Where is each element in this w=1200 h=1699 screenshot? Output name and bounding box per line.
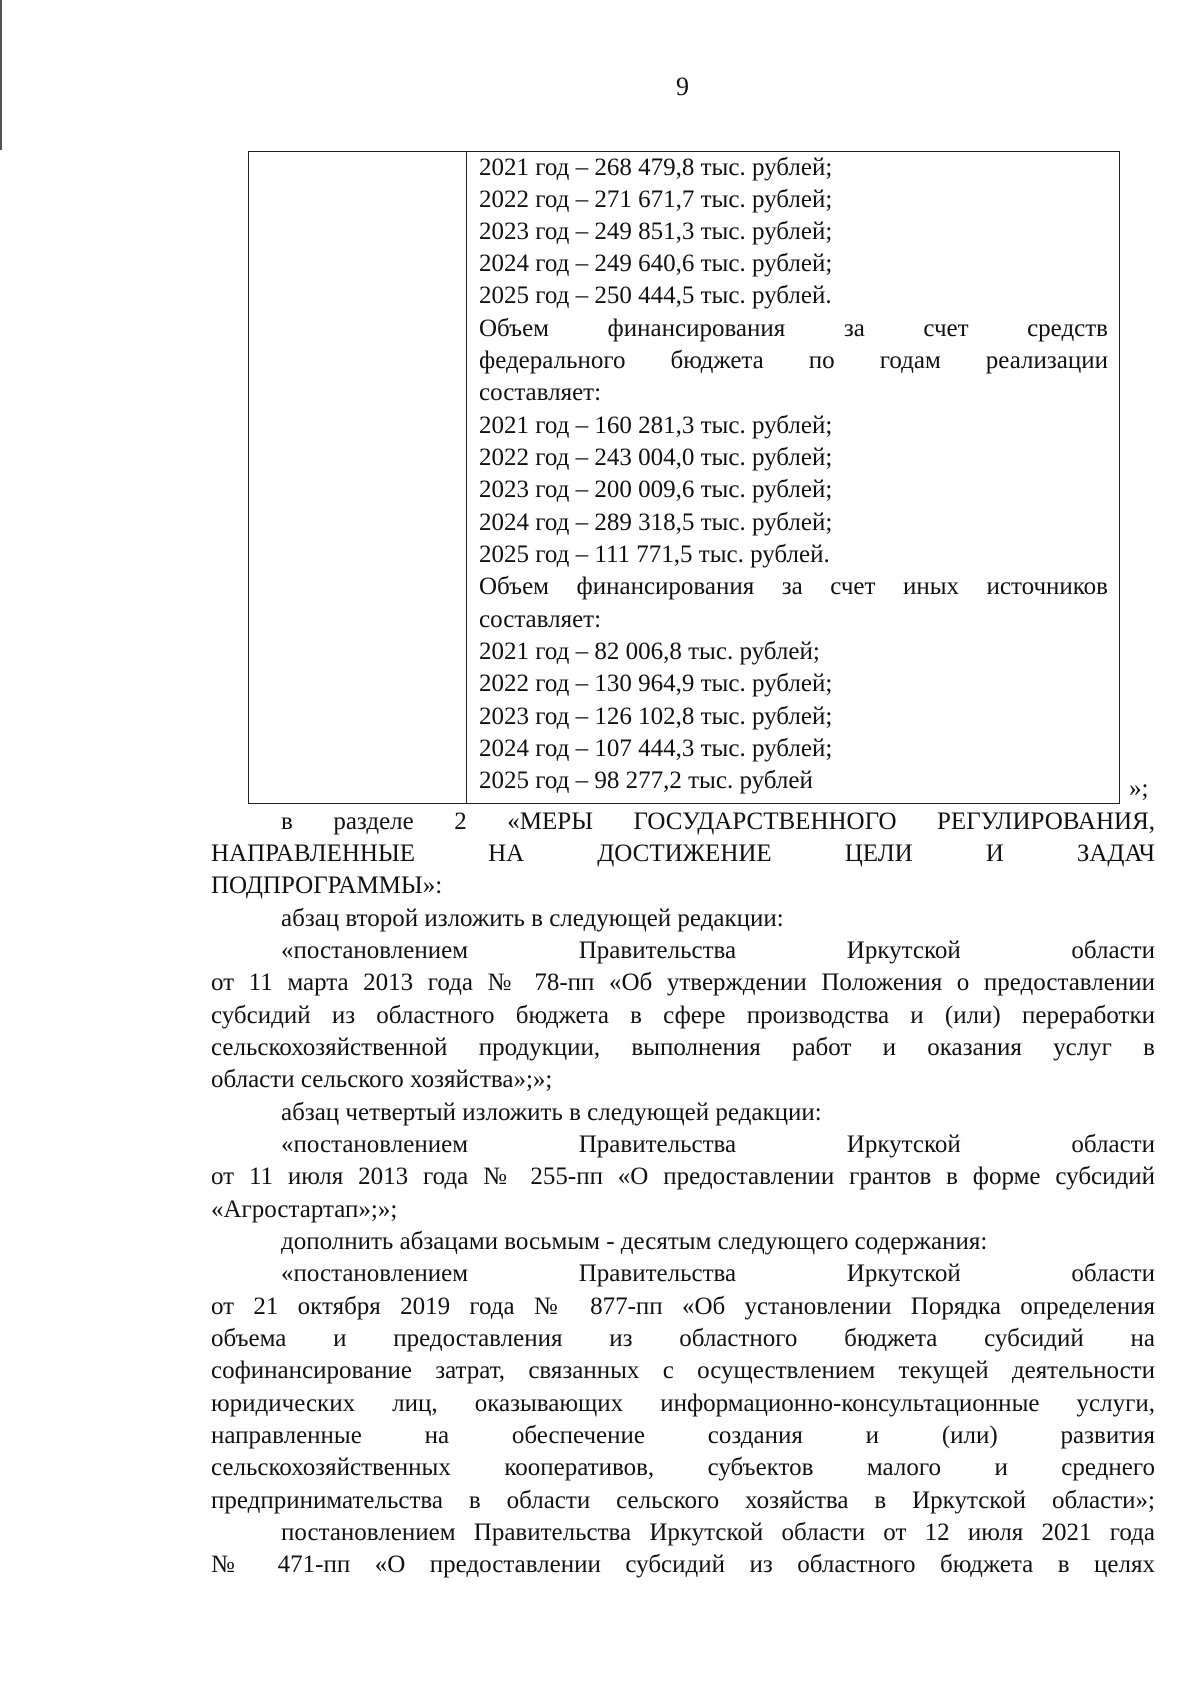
body-line: абзац второй изложить в следующей редакции: [281, 905, 784, 932]
page-number: 9 [676, 72, 689, 101]
table-line: федерального бюджета по годам реализации [479, 347, 1108, 374]
table-line: 2021 год – 160 281,3 тыс. рублей; [479, 412, 833, 439]
body-line: сельскохозяйственной продукции, выполнения работ и оказания услуг в [211, 1034, 1155, 1061]
body-line: предпринимательства в области сельского хозяйства в Иркутской области»; [211, 1487, 1155, 1514]
table-line: 2024 год – 249 640,6 тыс. рублей; [479, 250, 833, 277]
body-line: софинансирование затрат, связанных с осуществлением текущей деятельности [211, 1357, 1155, 1384]
table-line: Объем финансирования за счет средств [479, 315, 1108, 342]
table-closing-quote: »; [1129, 775, 1149, 802]
body-line: абзац четвертый изложить в следующей редакции: [281, 1099, 822, 1126]
table-right-cell [467, 152, 1119, 803]
table-line: 2025 год – 98 277,2 тыс. рублей [479, 767, 813, 794]
body-line: от 11 марта 2013 года № 78-пп «Об утверждении Положения о предоставлении [211, 969, 1155, 996]
funding-table [248, 151, 1120, 804]
table-line: 2023 год – 126 102,8 тыс. рублей; [479, 703, 833, 730]
body-line: НАПРАВЛЕННЫЕ НА ДОСТИЖЕНИЕ ЦЕЛИ И ЗАДАЧ [211, 840, 1155, 867]
table-line: 2024 год – 289 318,5 тыс. рублей; [479, 509, 833, 536]
body-line: от 21 октября 2019 года № 877-пп «Об установлении Порядка определения [211, 1293, 1155, 1320]
body-line: объема и предоставления из областного бюджета субсидий на [211, 1325, 1155, 1352]
body-line: дополнить абзацами восьмым - десятым следующего содержания: [281, 1228, 988, 1255]
table-line: 2023 год – 249 851,3 тыс. рублей; [479, 218, 833, 245]
table-line: Объем финансирования за счет иных источников [479, 573, 1108, 600]
body-line: сельскохозяйственных кооперативов, субъектов малого и среднего [211, 1454, 1155, 1481]
body-line: «постановлением Правительства Иркутской области [281, 1260, 1155, 1287]
body-line: «постановлением Правительства Иркутской области [281, 937, 1155, 964]
table-line: 2022 год – 271 671,7 тыс. рублей; [479, 186, 833, 213]
table-left-cell [249, 152, 467, 803]
table-line: 2022 год – 243 004,0 тыс. рублей; [479, 444, 833, 471]
body-line: постановлением Правительства Иркутской области от 12 июля 2021 года [281, 1519, 1155, 1546]
table-line: составляет: [479, 379, 602, 406]
table-line: 2021 год – 268 479,8 тыс. рублей; [479, 154, 833, 181]
table-line: 2021 год – 82 006,8 тыс. рублей; [479, 638, 820, 665]
table-line: 2022 год – 130 964,9 тыс. рублей; [479, 670, 833, 697]
body-line: юридических лиц, оказывающих информационно-консультационные услуги, [211, 1390, 1155, 1417]
body-line: области сельского хозяйства»;»; [211, 1066, 553, 1093]
body-line: ПОДПРОГРАММЫ»: [211, 872, 443, 899]
body-line: в разделе 2 «МЕРЫ ГОСУДАРСТВЕННОГО РЕГУЛИРОВАНИЯ, [281, 808, 1155, 835]
body-line: № 471-пп «О предоставлении субсидий из областного бюджета в целях [211, 1551, 1155, 1578]
body-line: направленные на обеспечение создания и (или) развития [211, 1422, 1155, 1449]
body-line: от 11 июля 2013 года № 255-пп «О предоставлении грантов в форме субсидий [211, 1163, 1155, 1190]
table-line: 2025 год – 250 444,5 тыс. рублей. [479, 282, 832, 309]
body-line: «постановлением Правительства Иркутской области [281, 1131, 1155, 1158]
body-line: «Агростартап»;»; [211, 1196, 398, 1223]
table-line: 2024 год – 107 444,3 тыс. рублей; [479, 735, 833, 762]
table-line: составляет: [479, 606, 602, 633]
table-line: 2023 год – 200 009,6 тыс. рублей; [479, 476, 833, 503]
table-line: 2025 год – 111 771,5 тыс. рублей. [479, 541, 830, 568]
body-line: субсидий из областного бюджета в сфере производства и (или) переработки [211, 1002, 1155, 1029]
